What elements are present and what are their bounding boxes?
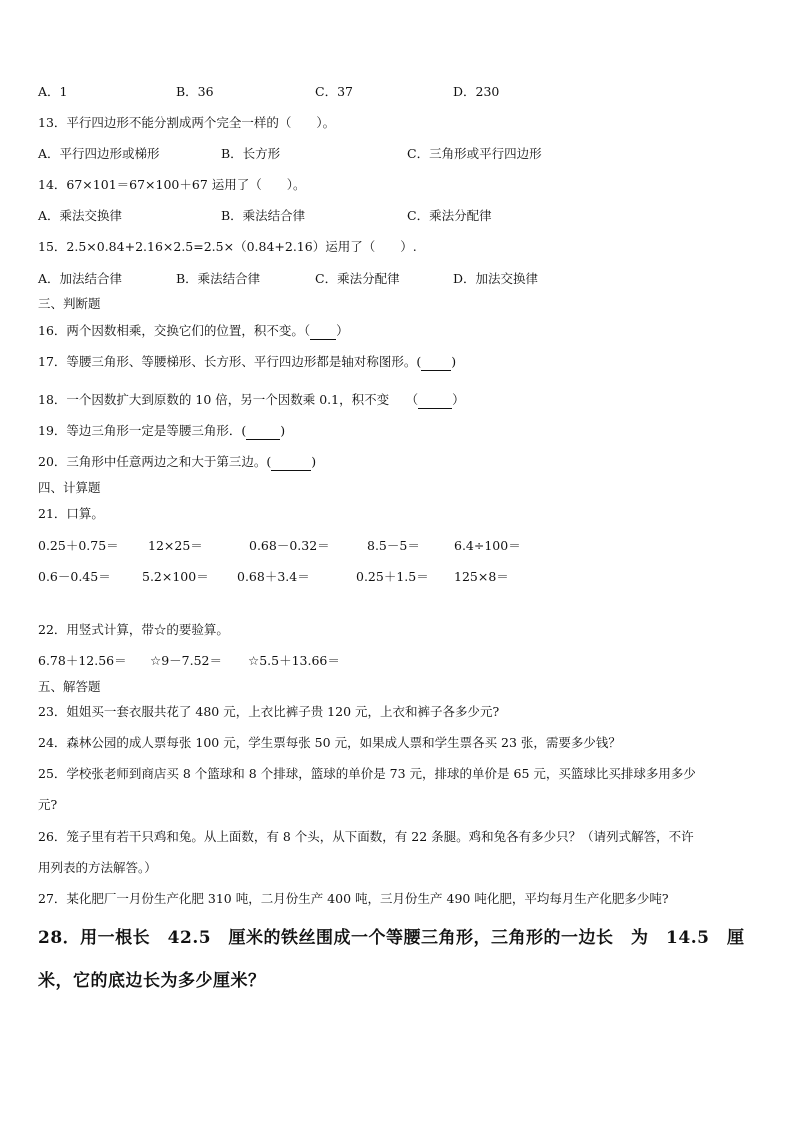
q12-option-a: A．1 [38,84,68,99]
q14-option-c: C．乘法分配律 [407,208,492,223]
section-heading-calculation: 四、计算题 [38,480,101,495]
q20 [38,454,316,471]
q21-item: 12×25＝ [148,538,203,553]
q17-answer-blank[interactable] [421,354,451,371]
q14-stem: 14．67×101＝67×100＋67 运用了（ ）。 [38,177,306,192]
q15-option-d: D．加法交换律 [453,271,539,286]
q22-item: 6.78＋12.56＝ [38,653,127,668]
q21-item: 125×8＝ [454,569,509,584]
q21-item: 6.4÷100＝ [454,538,521,553]
q20-answer-blank[interactable] [271,454,311,471]
q21-item: 0.68＋3.4＝ [237,569,310,584]
q14-option-b: B．乘法结合律 [221,208,306,223]
q21-row-1 [38,538,758,554]
q20-text: 20．三角形中任意两边之和大于第三边。( [38,454,272,469]
q26-line-2: 用列表的方法解答。） [38,860,157,875]
q15-option-b: B．乘法结合律 [176,271,261,286]
q15-stem: 15．2.5×0.84+2.16×2.5=2.5×（0.84+2.16）运用了（ ）. [38,239,417,254]
q17-text: 17．等腰三角形、等腰梯形、长方形、平行四边形都是轴对称图形。( [38,354,422,369]
q13-stem: 13．平行四边形不能分割成两个完全一样的（ ）。 [38,115,336,130]
q16 [38,323,349,340]
q13-option-b: B．长方形 [221,146,281,161]
q19-answer-blank[interactable] [246,423,280,440]
q21-item: 0.25＋1.5＝ [356,569,429,584]
q25-line-1: 25．学校张老师到商店买 8 个篮球和 8 个排球，篮球的单价是 73 元，排球的单价是 65 元，买篮球比买排球多用多少 [38,766,696,781]
q14-options [38,208,758,224]
q17-tail: ) [451,354,457,369]
q27: 27．某化肥厂一月份生产化肥 310 吨，二月份生产 400 吨，三月份生产 490 吨化肥，平均每月生产化肥多少吨? [38,891,669,906]
q22-item: ☆5.5＋13.66＝ [248,653,340,668]
q22-item: ☆9－7.52＝ [150,653,222,668]
q15-options [38,271,758,287]
q14-option-a: A．乘法交换律 [38,208,123,223]
q28-line-1: 28．用一根长 42.5 厘米的铁丝围成一个等腰三角形，三角形的一边长 为 14.5 厘 [38,928,745,948]
q16-text: 16．两个因数相乘，交换它们的位置，积不变。（ [38,323,311,338]
q25-line-2: 元? [38,797,58,812]
section-heading-word-problems: 五、解答题 [38,679,101,694]
q15-option-a: A．加法结合律 [38,271,123,286]
q18-answer-blank[interactable] [418,392,452,409]
q20-tail: ) [311,454,317,469]
q18 [38,392,465,409]
q12-options [38,84,758,100]
q13-option-a: A．平行四边形或梯形 [38,146,160,161]
q24: 24．森林公园的成人票每张 100 元，学生票每张 50 元，如果成人票和学生票各买 23 张，需要多少钱？ [38,735,621,750]
q16-answer-blank[interactable] [310,323,336,340]
section-heading-true-false: 三、判断题 [38,296,101,311]
q21-item: 0.25＋0.75＝ [38,538,119,553]
q13-options [38,146,758,162]
q26-line-1: 26．笼子里有若干只鸡和兔。从上面数，有 8 个头，从下面数，有 22 条腿。鸡和兔各有多少只？（请列式解答，不许 [38,829,694,844]
q18-text: 18．一个因数扩大到原数的 10 倍，另一个因数乘 0.1，积不变 （ [38,392,419,407]
q19-tail: ) [280,423,286,438]
q21-item: 8.5－5＝ [367,538,420,553]
q21-stem: 21．口算。 [38,506,104,521]
q13-option-c: C．三角形或平行四边形 [407,146,542,161]
q23: 23．姐姐买一套衣服共花了 480 元，上衣比裤子贵 120 元，上衣和裤子各多少元? [38,704,500,719]
q28-line-2: 米，它的底边长为多少厘米？ [38,971,266,991]
q21-item: 0.68－0.32＝ [249,538,330,553]
q16-tail: ） [336,323,349,338]
q22-items [38,653,758,669]
q15-option-c: C．乘法分配律 [315,271,400,286]
q19 [38,423,285,440]
q21-item: 0.6－0.45＝ [38,569,111,584]
q12-option-b: B．36 [176,84,214,99]
q21-item: 5.2×100＝ [142,569,209,584]
q17 [38,354,456,371]
q12-option-c: C．37 [315,84,353,99]
q19-text: 19．等边三角形一定是等腰三角形．( [38,423,247,438]
q12-option-d: D．230 [453,84,500,99]
q18-tail: ） [452,392,465,407]
q21-row-2 [38,569,758,585]
q22-stem: 22．用竖式计算，带☆的要验算。 [38,622,229,637]
